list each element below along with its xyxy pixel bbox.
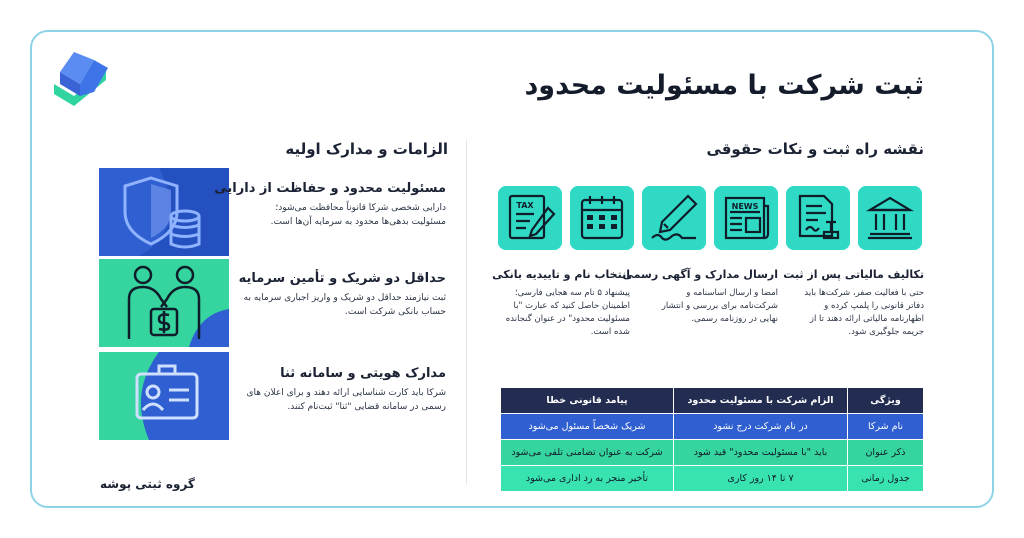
svg-text:NEWS: NEWS	[731, 202, 759, 211]
step-body: امضا و ارسال اساسنامه و شرکت‌نامه برای بررسی و انتشار نهایی در روزنامه رسمی.	[661, 288, 778, 324]
contract-stamp-icon	[786, 186, 850, 250]
roadmap-step	[783, 268, 924, 339]
table-row	[501, 466, 924, 492]
requirement-body: شرکا باید کارت شناسایی ارائه دهند و برای اعلان های رسمی در سامانه قضایی "ثنا" ثبت‌نام کنند.	[246, 388, 446, 412]
shield-coins-icon	[99, 168, 229, 256]
table-header: ویژگی	[848, 388, 924, 414]
requirement-heading: حداقل دو شریک و تأمین سرمایه	[238, 271, 446, 286]
requirement-heading: مدارک هویتی و سامانه ثنا	[280, 366, 446, 381]
bank-icon	[858, 186, 922, 250]
signing-pen-icon	[642, 186, 706, 250]
table-cell: نام شرکا	[848, 414, 924, 440]
tax-form-icon	[498, 186, 562, 250]
comparison-table	[500, 387, 924, 492]
table-cell: جدول زمانی	[848, 466, 924, 492]
step-body: حتی با فعالیت صفر، شرکت‌ها باید دفاتر قانونی را پلمپ کرده و اظهارنامه مالیاتی ارائه دهند تا از جریمه جلوگیری شود.	[804, 288, 924, 337]
requirement-body: دارایی شخصی شرکا قانوناً محافظت می‌شود؛ مسئولیت بدهی‌ها محدود به سرمایه آن‌ها است.	[270, 203, 446, 227]
table-cell: در نام شرکت درج نشود	[674, 414, 848, 440]
table-cell: شرکت به عنوان تضامنی تلقی می‌شود	[501, 440, 674, 466]
id-card-icon	[99, 352, 229, 440]
table-header: الزام شرکت با مسئولیت محدود	[674, 388, 848, 414]
table-cell: ذکر عنوان	[848, 440, 924, 466]
newspaper-icon	[714, 186, 778, 250]
step-heading: ارسال مدارک و آگهی رسمی	[622, 268, 778, 281]
roadmap-title: نقشه راه ثبت و نکات حقوقی	[706, 140, 924, 158]
brand-footer: گروه ثبتی پوشه	[100, 477, 195, 491]
calendar-icon	[570, 186, 634, 250]
step-body: پیشنهاد ۵ نام سه هجایی فارسی؛ اطمینان حاصل کنید که عبارت "با مسئولیت محدود" در عنوان گنجانده شده است.	[505, 288, 630, 337]
requirement-item	[214, 181, 446, 229]
step-heading: انتخاب نام و تاییدیه بانکی	[492, 268, 630, 281]
requirement-item	[238, 271, 446, 319]
table-cell: تأخیر منجر به رد اداری می‌شود	[501, 466, 674, 492]
partners-money-icon	[99, 259, 229, 347]
column-divider	[466, 140, 467, 485]
table-cell: ۷ تا ۱۴ روز کاری	[674, 466, 848, 492]
roadmap-step	[622, 268, 778, 326]
table-cell: شریک شخصاً مسئول می‌شود	[501, 414, 674, 440]
table-row	[501, 440, 924, 466]
table-cell: باید "با مسئولیت محدود" قید شود	[674, 440, 848, 466]
requirement-body: ثبت نیازمند حداقل دو شریک و واریز اجباری سرمایه به حساب بانکی شرکت است.	[243, 293, 446, 317]
roadmap-step	[492, 268, 630, 339]
step-heading: تکالیف مالیاتی پس از ثبت	[783, 268, 924, 281]
requirements-title: الزامات و مدارک اولیه	[285, 140, 448, 158]
logo-icon	[50, 50, 110, 108]
table-header: پیامد قانونی خطا	[501, 388, 674, 414]
table-header-row	[501, 388, 924, 414]
page-title: ثبت شرکت با مسئولیت محدود	[524, 70, 924, 101]
table-row	[501, 414, 924, 440]
svg-text:TAX: TAX	[516, 201, 534, 210]
requirement-item	[241, 366, 446, 414]
requirement-heading: مسئولیت محدود و حفاظت از دارایی	[214, 181, 446, 196]
